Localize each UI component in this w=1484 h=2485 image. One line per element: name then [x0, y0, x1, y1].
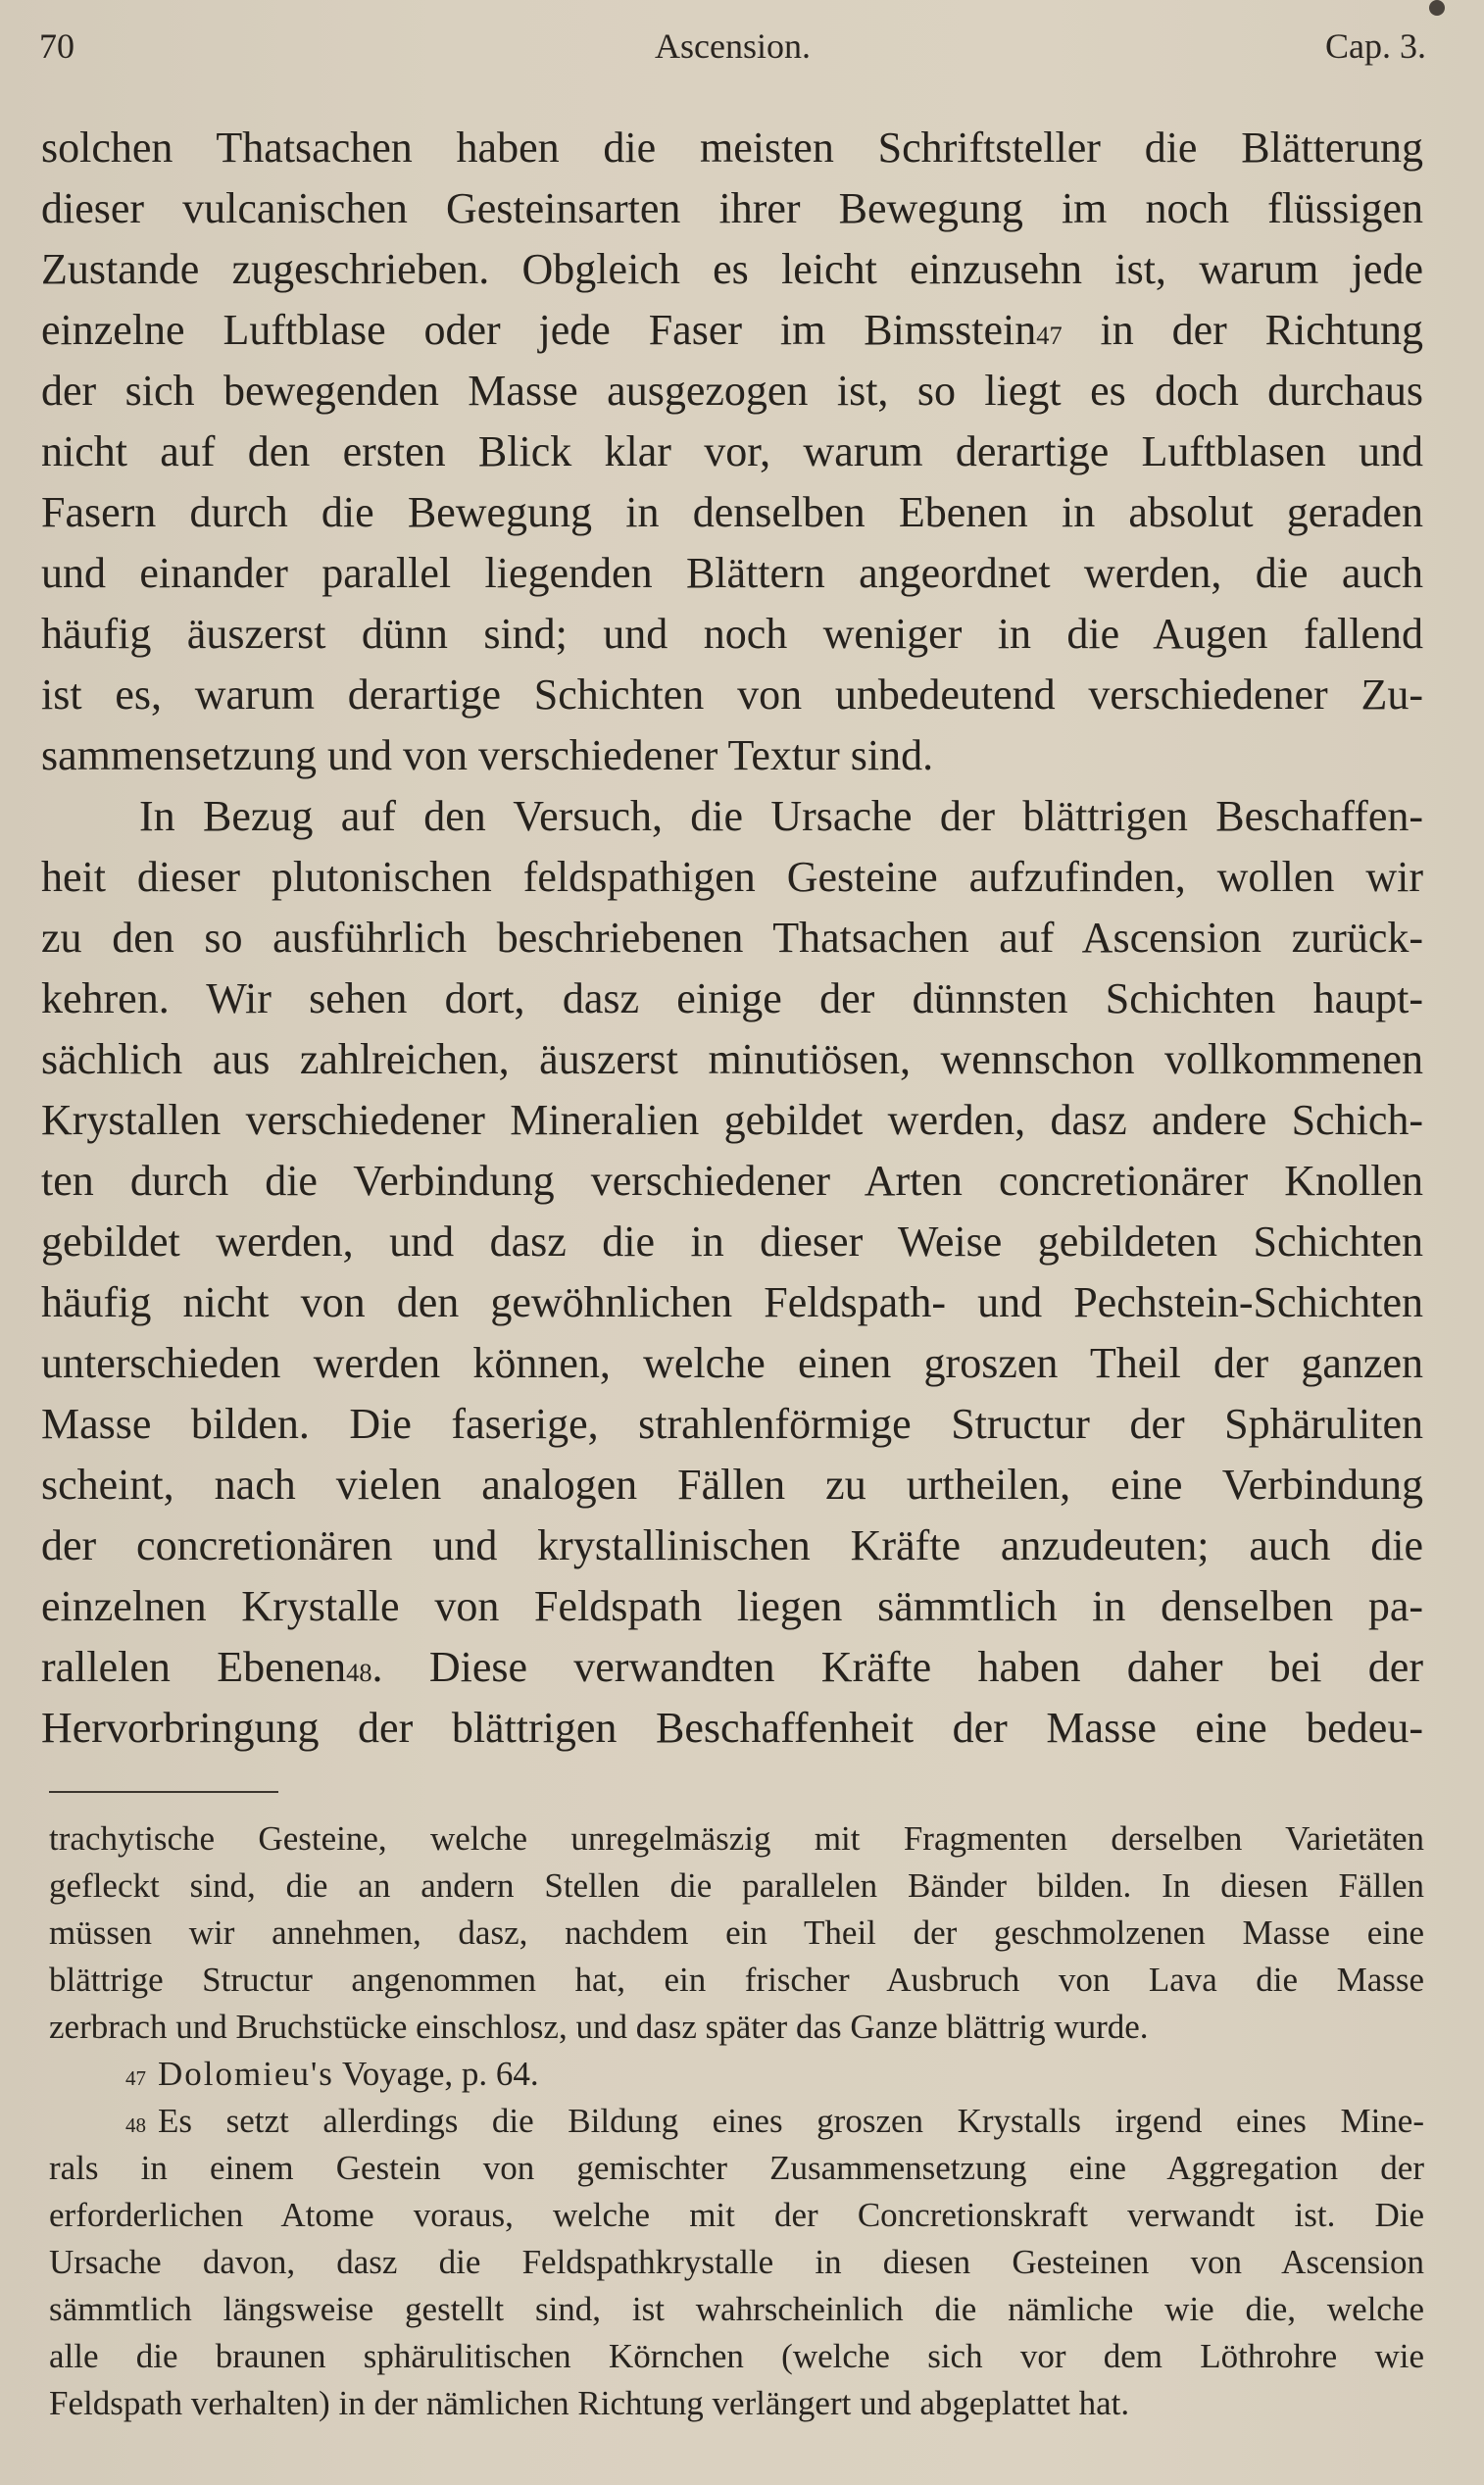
- text-line: der concretionären und krystallinischen Kräfte anzudeuten; auch die: [41, 1521, 1423, 1569]
- page-number: 70: [39, 26, 74, 66]
- text-line: und einander parallel liegenden Blättern angeordnet werden, die auch: [41, 549, 1423, 597]
- footnote-line: trachytische Gesteine, welche unregelmäszig mit Fragmenten derselben Varietäten: [49, 1819, 1424, 1858]
- footnote-line: erforderlichen Atome voraus, welche mit der Concretionskraft verwandt ist. Die: [49, 2196, 1424, 2234]
- text-line: nicht auf den ersten Blick klar vor, warum derartige Luftblasen und: [41, 427, 1423, 475]
- text-segment: . Diese verwandten Kräfte haben daher bei der: [371, 1643, 1423, 1691]
- running-title: Ascension.: [655, 26, 811, 66]
- text-line: dieser vulcanischen Gesteinsarten ihrer Bewegung im noch flüssigen: [41, 184, 1423, 232]
- footnote-author: Dolomieu's: [158, 2055, 334, 2093]
- footnote-48: [49, 2098, 1424, 2427]
- footnote-line: Ursache davon, dasz die Feldspathkrystalle in diesen Gesteinen von Ascension: [49, 2243, 1424, 2281]
- text-line: sammensetzung und von verschiedener Textur sind.: [41, 731, 934, 779]
- text-line: Masse bilden. Die faserige, strahlenförmige Structur der Sphäruliten: [41, 1400, 1423, 1448]
- text-line: heit dieser plutonischen feldspathigen Gesteine aufzufinden, wollen wir: [41, 853, 1423, 901]
- footnote-47: [49, 2051, 1424, 2098]
- footnote-mark: 48: [125, 2113, 146, 2137]
- text-line: scheint, nach vielen analogen Fällen zu urtheilen, eine Verbindung: [41, 1461, 1423, 1509]
- footnote-separator: [49, 1791, 278, 1793]
- footnote-line: gefleckt sind, die an andern Stellen die parallelen Bänder bilden. In diesen Fällen: [49, 1866, 1424, 1905]
- text-line: häufig äuszerst dünn sind; und noch weniger in die Augen fallend: [41, 610, 1423, 658]
- footnote-text: Es setzt allerdings die Bildung eines groszen Krystalls irgend eines Mine-: [158, 2102, 1424, 2140]
- footnotes: [49, 1815, 1424, 2427]
- text-line: [41, 1637, 1423, 1698]
- text-line: solchen Thatsachen haben die meisten Schriftsteller die Blätterung: [41, 124, 1423, 172]
- footnote-line: blättrige Structur angenommen hat, ein frischer Ausbruch von Lava die Masse: [49, 1961, 1424, 1999]
- footnote-mark: 47: [125, 2066, 146, 2090]
- text-line: unterschieden werden können, welche einen groszen Theil der ganzen: [41, 1339, 1423, 1387]
- footnote-line: [49, 2051, 1424, 2098]
- text-line: ist es, warum derartige Schichten von unbedeutend verschiedener Zu-: [41, 671, 1423, 719]
- text-segment: in der Richtung: [1062, 306, 1424, 354]
- text-segment: einzelne Luftblase oder jede Faser im Bimsstein: [41, 306, 1037, 354]
- text-line: ten durch die Verbindung verschiedener Arten concretionärer Knollen: [41, 1157, 1423, 1205]
- paragraph-2: [41, 786, 1423, 1759]
- footnote-continuation: [49, 1815, 1424, 2051]
- footnote-text: Voyage, p. 64.: [333, 2055, 539, 2093]
- footnote-line: alle die braunen sphärulitischen Körnchen (welche sich vor dem Löthrohre wie: [49, 2337, 1424, 2375]
- paragraph-1: [41, 118, 1423, 786]
- footnote-ref-48[interactable]: 48: [346, 1658, 372, 1687]
- footnote-line: [49, 2098, 1424, 2145]
- text-line: Hervorbringung der blättrigen Beschaffenheit der Masse eine bedeu-: [41, 1704, 1423, 1752]
- text-segment: rallelen Ebenen: [41, 1643, 347, 1691]
- main-text: [41, 118, 1423, 1759]
- footnote-line: zerbrach und Bruchstücke einschlosz, und dasz später das Ganze blättrig wurde.: [49, 2008, 1149, 2046]
- text-line: einzelnen Krystalle von Feldspath liegen sämmtlich in denselben pa-: [41, 1582, 1423, 1630]
- running-header: [39, 25, 1426, 75]
- text-line: der sich bewegenden Masse ausgezogen ist, so liegt es doch durchaus: [41, 367, 1423, 415]
- text-line: [41, 300, 1423, 361]
- footnote-line: rals in einem Gestein von gemischter Zusammensetzung eine Aggregation der: [49, 2149, 1424, 2187]
- text-line: kehren. Wir sehen dort, dasz einige der dünnsten Schichten haupt-: [41, 974, 1423, 1022]
- text-line: gebildet werden, und dasz die in dieser Weise gebildeten Schichten: [41, 1218, 1423, 1266]
- text-line: Krystallen verschiedener Mineralien gebildet werden, dasz andere Schich-: [41, 1096, 1423, 1144]
- ink-speck: [1429, 0, 1445, 16]
- text-line: zu den so ausführlich beschriebenen Thatsachen auf Ascension zurück-: [41, 914, 1423, 962]
- chapter-label: Cap. 3.: [1325, 26, 1426, 66]
- footnote-ref-47[interactable]: 47: [1036, 321, 1063, 350]
- text-line: Fasern durch die Bewegung in denselben Ebenen in absolut geraden: [41, 488, 1423, 536]
- footnote-line: müssen wir annehmen, dasz, nachdem ein Theil der geschmolzenen Masse eine: [49, 1913, 1424, 1952]
- text-line: Zustande zugeschrieben. Obgleich es leicht einzusehn ist, warum jede: [41, 245, 1423, 293]
- footnote-line: sämmtlich längsweise gestellt sind, ist wahrscheinlich die nämliche wie die, welche: [49, 2290, 1424, 2328]
- text-line: häufig nicht von den gewöhnlichen Feldspath- und Pechstein-Schichten: [41, 1278, 1423, 1326]
- text-line: In Bezug auf den Versuch, die Ursache der blättrigen Beschaffen-: [139, 792, 1423, 840]
- text-line: sächlich aus zahlreichen, äuszerst minutiösen, wennschon vollkommenen: [41, 1035, 1423, 1083]
- footnote-line: Feldspath verhalten) in der nämlichen Richtung verlängert und abgeplattet hat.: [49, 2384, 1130, 2422]
